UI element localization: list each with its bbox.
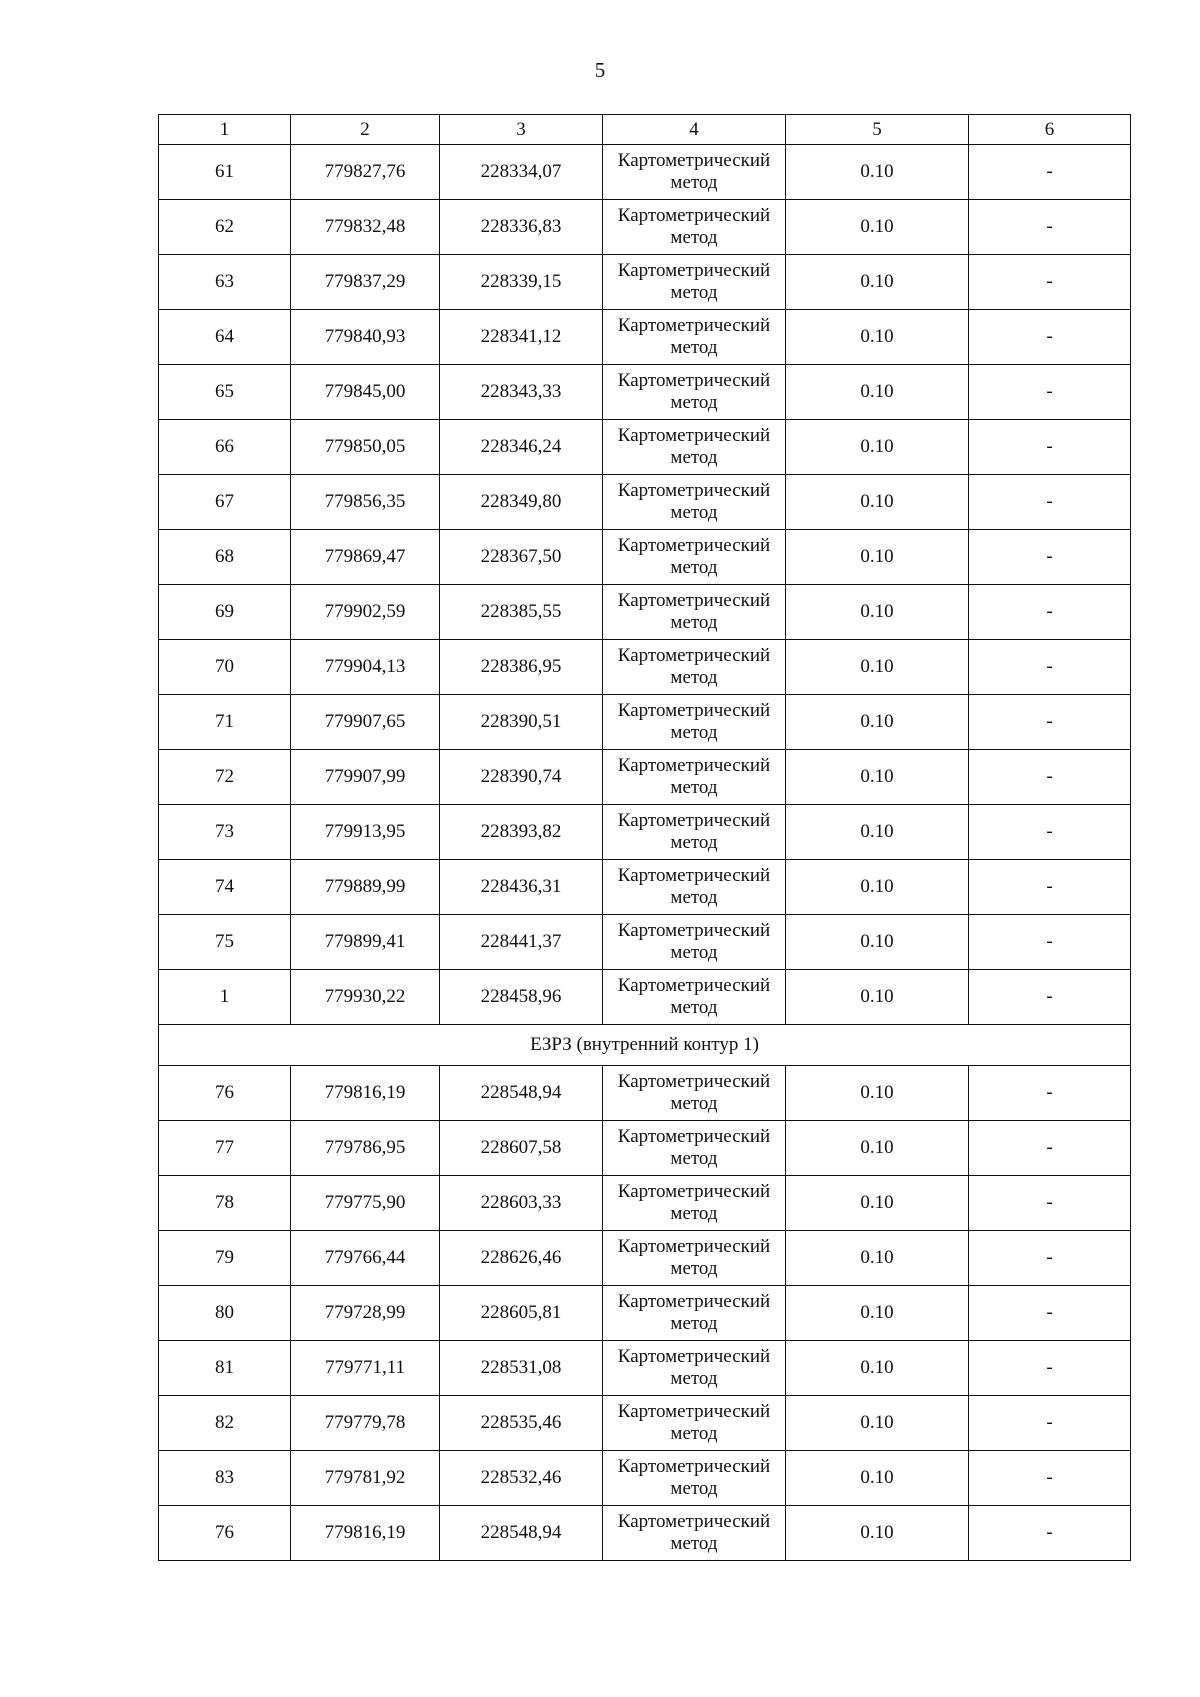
y-coordinate-cell: 228441,37 [440, 915, 603, 970]
table-row [159, 915, 1131, 970]
table-header-row [159, 115, 1131, 145]
y-coordinate-cell: 228607,58 [440, 1121, 603, 1176]
point-number-cell: 64 [159, 310, 291, 365]
x-coordinate-cell: 779766,44 [291, 1231, 440, 1286]
table-row [159, 475, 1131, 530]
table-row [159, 1176, 1131, 1231]
method-cell: Картометрический метод [603, 1121, 786, 1176]
method-cell: Картометрический метод [603, 1231, 786, 1286]
method-cell: Картометрический метод [603, 145, 786, 200]
table-row [159, 640, 1131, 695]
table-row [159, 585, 1131, 640]
table-row [159, 1066, 1131, 1121]
point-number-cell: 75 [159, 915, 291, 970]
y-coordinate-cell: 228367,50 [440, 530, 603, 585]
y-coordinate-cell: 228346,24 [440, 420, 603, 475]
description-cell: - [969, 1341, 1131, 1396]
point-number-cell: 81 [159, 1341, 291, 1396]
description-cell: - [969, 970, 1131, 1025]
accuracy-cell: 0.10 [786, 1066, 969, 1121]
description-cell: - [969, 1121, 1131, 1176]
method-cell: Картометрический метод [603, 805, 786, 860]
x-coordinate-cell: 779816,19 [291, 1066, 440, 1121]
x-coordinate-cell: 779904,13 [291, 640, 440, 695]
method-cell: Картометрический метод [603, 310, 786, 365]
x-coordinate-cell: 779775,90 [291, 1176, 440, 1231]
y-coordinate-cell: 228386,95 [440, 640, 603, 695]
description-cell: - [969, 1176, 1131, 1231]
y-coordinate-cell: 228535,46 [440, 1396, 603, 1451]
method-cell: Картометрический метод [603, 1341, 786, 1396]
y-coordinate-cell: 228393,82 [440, 805, 603, 860]
description-cell: - [969, 530, 1131, 585]
description-cell: - [969, 915, 1131, 970]
description-cell: - [969, 640, 1131, 695]
description-cell: - [969, 1286, 1131, 1341]
x-coordinate-cell: 779779,78 [291, 1396, 440, 1451]
x-coordinate-cell: 779771,11 [291, 1341, 440, 1396]
y-coordinate-cell: 228341,12 [440, 310, 603, 365]
y-coordinate-cell: 228385,55 [440, 585, 603, 640]
y-coordinate-cell: 228603,33 [440, 1176, 603, 1231]
point-number-cell: 72 [159, 750, 291, 805]
table-row [159, 1396, 1131, 1451]
accuracy-cell: 0.10 [786, 1121, 969, 1176]
x-coordinate-cell: 779728,99 [291, 1286, 440, 1341]
accuracy-cell: 0.10 [786, 970, 969, 1025]
accuracy-cell: 0.10 [786, 1506, 969, 1561]
description-cell: - [969, 1066, 1131, 1121]
accuracy-cell: 0.10 [786, 695, 969, 750]
point-number-cell: 82 [159, 1396, 291, 1451]
table-row [159, 1286, 1131, 1341]
x-coordinate-cell: 779850,05 [291, 420, 440, 475]
description-cell: - [969, 750, 1131, 805]
column-header: 1 [159, 115, 291, 145]
method-cell: Картометрический метод [603, 530, 786, 585]
accuracy-cell: 0.10 [786, 1341, 969, 1396]
y-coordinate-cell: 228605,81 [440, 1286, 603, 1341]
x-coordinate-cell: 779902,59 [291, 585, 440, 640]
method-cell: Картометрический метод [603, 255, 786, 310]
point-number-cell: 62 [159, 200, 291, 255]
table-row [159, 860, 1131, 915]
table-row [159, 1231, 1131, 1286]
accuracy-cell: 0.10 [786, 255, 969, 310]
accuracy-cell: 0.10 [786, 530, 969, 585]
point-number-cell: 1 [159, 970, 291, 1025]
section-row [159, 1025, 1131, 1066]
y-coordinate-cell: 228336,83 [440, 200, 603, 255]
table-row [159, 200, 1131, 255]
accuracy-cell: 0.10 [786, 420, 969, 475]
method-cell: Картометрический метод [603, 915, 786, 970]
table-row [159, 805, 1131, 860]
method-cell: Картометрический метод [603, 1066, 786, 1121]
x-coordinate-cell: 779781,92 [291, 1451, 440, 1506]
description-cell: - [969, 1451, 1131, 1506]
x-coordinate-cell: 779840,93 [291, 310, 440, 365]
y-coordinate-cell: 228334,07 [440, 145, 603, 200]
accuracy-cell: 0.10 [786, 860, 969, 915]
y-coordinate-cell: 228458,96 [440, 970, 603, 1025]
x-coordinate-cell: 779827,76 [291, 145, 440, 200]
accuracy-cell: 0.10 [786, 1286, 969, 1341]
point-number-cell: 61 [159, 145, 291, 200]
x-coordinate-cell: 779786,95 [291, 1121, 440, 1176]
column-header: 2 [291, 115, 440, 145]
point-number-cell: 70 [159, 640, 291, 695]
x-coordinate-cell: 779832,48 [291, 200, 440, 255]
x-coordinate-cell: 779913,95 [291, 805, 440, 860]
table-row [159, 1451, 1131, 1506]
point-number-cell: 74 [159, 860, 291, 915]
y-coordinate-cell: 228390,74 [440, 750, 603, 805]
accuracy-cell: 0.10 [786, 1231, 969, 1286]
x-coordinate-cell: 779869,47 [291, 530, 440, 585]
point-number-cell: 78 [159, 1176, 291, 1231]
method-cell: Картометрический метод [603, 750, 786, 805]
description-cell: - [969, 200, 1131, 255]
method-cell: Картометрический метод [603, 475, 786, 530]
method-cell: Картометрический метод [603, 860, 786, 915]
page-number: 5 [594, 58, 606, 82]
column-header: 5 [786, 115, 969, 145]
table-row [159, 145, 1131, 200]
point-number-cell: 71 [159, 695, 291, 750]
table-row [159, 750, 1131, 805]
accuracy-cell: 0.10 [786, 585, 969, 640]
column-header: 3 [440, 115, 603, 145]
x-coordinate-cell: 779856,35 [291, 475, 440, 530]
table-row [159, 1506, 1131, 1561]
x-coordinate-cell: 779837,29 [291, 255, 440, 310]
x-coordinate-cell: 779907,99 [291, 750, 440, 805]
method-cell: Картометрический метод [603, 1286, 786, 1341]
description-cell: - [969, 1231, 1131, 1286]
y-coordinate-cell: 228532,46 [440, 1451, 603, 1506]
column-header: 6 [969, 115, 1131, 145]
description-cell: - [969, 1506, 1131, 1561]
table-row [159, 695, 1131, 750]
x-coordinate-cell: 779930,22 [291, 970, 440, 1025]
point-number-cell: 67 [159, 475, 291, 530]
description-cell: - [969, 695, 1131, 750]
accuracy-cell: 0.10 [786, 145, 969, 200]
y-coordinate-cell: 228436,31 [440, 860, 603, 915]
accuracy-cell: 0.10 [786, 1451, 969, 1506]
y-coordinate-cell: 228390,51 [440, 695, 603, 750]
point-number-cell: 83 [159, 1451, 291, 1506]
description-cell: - [969, 585, 1131, 640]
y-coordinate-cell: 228548,94 [440, 1506, 603, 1561]
method-cell: Картометрический метод [603, 365, 786, 420]
method-cell: Картометрический метод [603, 1396, 786, 1451]
method-cell: Картометрический метод [603, 1506, 786, 1561]
y-coordinate-cell: 228349,80 [440, 475, 603, 530]
method-cell: Картометрический метод [603, 640, 786, 695]
accuracy-cell: 0.10 [786, 365, 969, 420]
method-cell: Картометрический метод [603, 1451, 786, 1506]
point-number-cell: 65 [159, 365, 291, 420]
point-number-cell: 63 [159, 255, 291, 310]
table-row [159, 420, 1131, 475]
table-row [159, 970, 1131, 1025]
point-number-cell: 69 [159, 585, 291, 640]
y-coordinate-cell: 228343,33 [440, 365, 603, 420]
table-row [159, 1341, 1131, 1396]
y-coordinate-cell: 228626,46 [440, 1231, 603, 1286]
description-cell: - [969, 1396, 1131, 1451]
accuracy-cell: 0.10 [786, 475, 969, 530]
y-coordinate-cell: 228339,15 [440, 255, 603, 310]
description-cell: - [969, 420, 1131, 475]
description-cell: - [969, 805, 1131, 860]
method-cell: Картометрический метод [603, 1176, 786, 1231]
point-number-cell: 68 [159, 530, 291, 585]
accuracy-cell: 0.10 [786, 1396, 969, 1451]
table-row [159, 310, 1131, 365]
x-coordinate-cell: 779899,41 [291, 915, 440, 970]
description-cell: - [969, 365, 1131, 420]
table-row [159, 365, 1131, 420]
table-row [159, 255, 1131, 310]
point-number-cell: 76 [159, 1066, 291, 1121]
accuracy-cell: 0.10 [786, 1176, 969, 1231]
coordinates-table [158, 114, 1131, 1561]
point-number-cell: 76 [159, 1506, 291, 1561]
table-row [159, 530, 1131, 585]
table-row [159, 1121, 1131, 1176]
point-number-cell: 77 [159, 1121, 291, 1176]
method-cell: Картометрический метод [603, 585, 786, 640]
x-coordinate-cell: 779816,19 [291, 1506, 440, 1561]
method-cell: Картометрический метод [603, 200, 786, 255]
y-coordinate-cell: 228531,08 [440, 1341, 603, 1396]
description-cell: - [969, 860, 1131, 915]
accuracy-cell: 0.10 [786, 915, 969, 970]
description-cell: - [969, 255, 1131, 310]
x-coordinate-cell: 779845,00 [291, 365, 440, 420]
point-number-cell: 66 [159, 420, 291, 475]
accuracy-cell: 0.10 [786, 640, 969, 695]
description-cell: - [969, 145, 1131, 200]
point-number-cell: 73 [159, 805, 291, 860]
point-number-cell: 79 [159, 1231, 291, 1286]
x-coordinate-cell: 779907,65 [291, 695, 440, 750]
x-coordinate-cell: 779889,99 [291, 860, 440, 915]
method-cell: Картометрический метод [603, 695, 786, 750]
point-number-cell: 80 [159, 1286, 291, 1341]
method-cell: Картометрический метод [603, 970, 786, 1025]
accuracy-cell: 0.10 [786, 750, 969, 805]
y-coordinate-cell: 228548,94 [440, 1066, 603, 1121]
column-header: 4 [603, 115, 786, 145]
section-title: ЕЗРЗ (внутренний контур 1) [159, 1025, 1131, 1066]
accuracy-cell: 0.10 [786, 805, 969, 860]
accuracy-cell: 0.10 [786, 200, 969, 255]
description-cell: - [969, 475, 1131, 530]
accuracy-cell: 0.10 [786, 310, 969, 365]
description-cell: - [969, 310, 1131, 365]
method-cell: Картометрический метод [603, 420, 786, 475]
